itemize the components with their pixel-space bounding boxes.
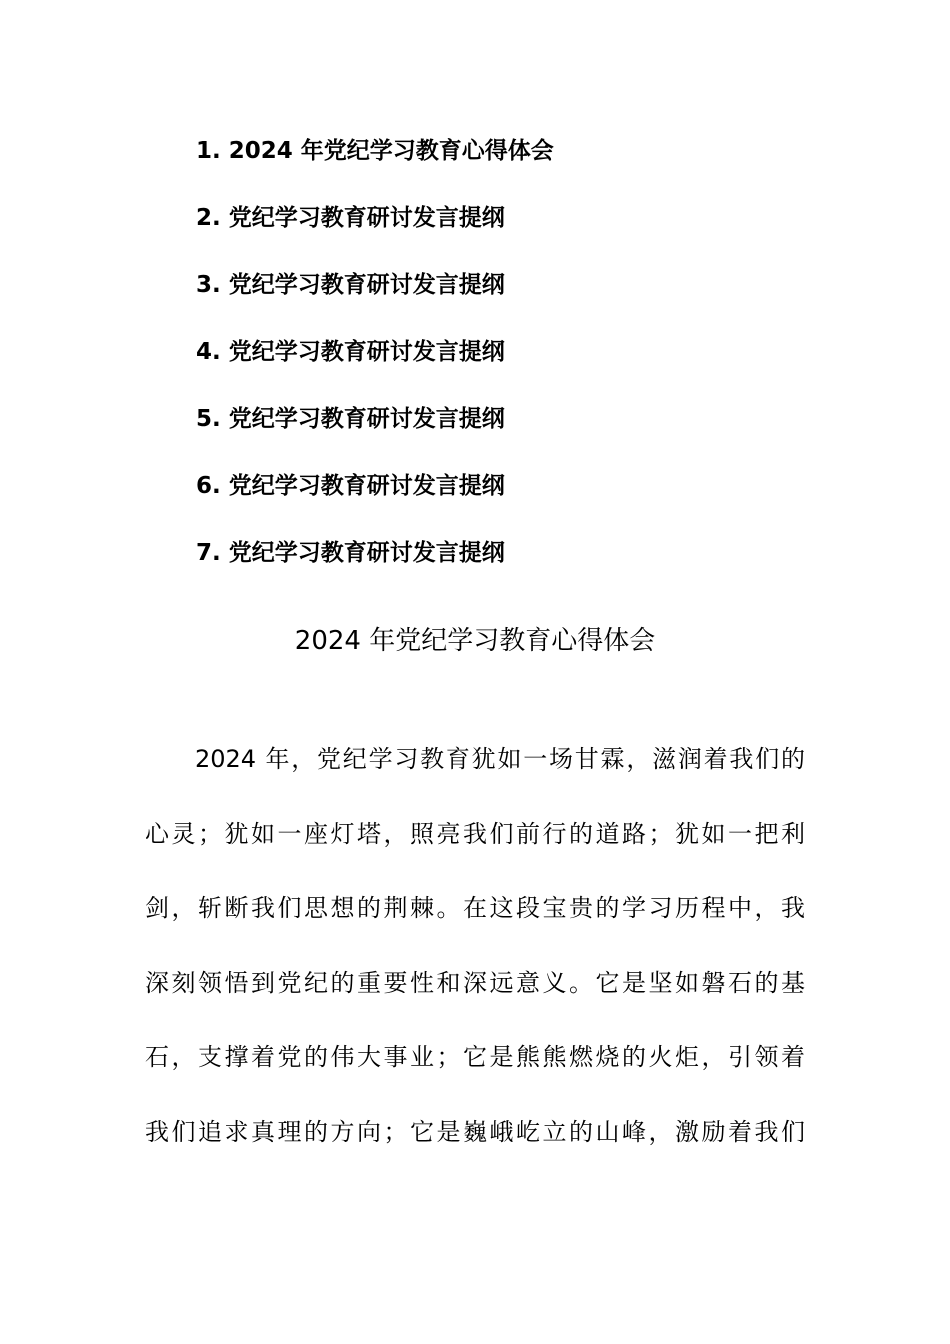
body-line: 心灵；犹如一座灯塔，照亮我们前行的道路；犹如一把利	[145, 819, 805, 848]
body-line: 剑，斩断我们思想的荆棘。在这段宝贵的学习历程中，我	[145, 894, 805, 922]
document-title: 2024 年党纪学习教育心得体会	[294, 626, 656, 656]
body-line: 2024 年，党纪学习教育犹如一场甘霖，滋润着我们的	[195, 745, 805, 773]
toc-item: 5. 党纪学习教育研讨发言提纲	[196, 406, 505, 432]
table-of-contents	[196, 128, 836, 597]
toc-item: 4. 党纪学习教育研讨发言提纲	[196, 339, 505, 365]
body-line: 我们追求真理的方向；它是巍峨屹立的山峰，激励着我们	[145, 1117, 805, 1146]
body-line: 深刻领悟到党纪的重要性和深远意义。它是坚如磐石的基	[145, 968, 805, 997]
body-paragraph	[145, 722, 805, 1169]
toc-item: 7. 党纪学习教育研讨发言提纲	[196, 540, 505, 566]
toc-item: 2. 党纪学习教育研讨发言提纲	[196, 205, 505, 231]
toc-item: 1. 2024 年党纪学习教育心得体会	[196, 138, 554, 164]
toc-item: 3. 党纪学习教育研讨发言提纲	[196, 272, 505, 298]
toc-item: 6. 党纪学习教育研讨发言提纲	[196, 473, 505, 499]
body-line: 石，支撑着党的伟大事业；它是熊熊燃烧的火炬，引领着	[145, 1043, 805, 1071]
